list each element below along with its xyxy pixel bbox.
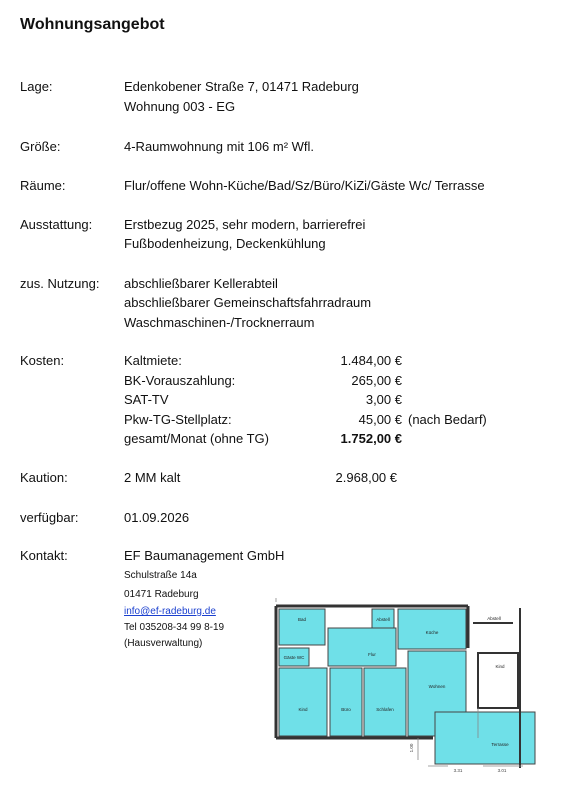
nutzung-item: abschließbarer Gemeinschaftsfahrradraum [124,295,372,310]
kontakt-note: (Hausverwaltung) [124,638,203,649]
room-bad [279,609,325,645]
dimension-label: 1.00 [409,743,414,753]
dimension-label: 3.31 [453,768,463,773]
room-label: Büro [341,707,351,712]
nutzung-item: Waschmaschinen-/Trocknerraum [124,315,315,330]
kosten-total-name: gesamt/Monat (ohne TG) [124,431,269,446]
room-label: Schlafen [376,707,394,712]
room-label: Wohnen [428,684,446,689]
room-label: Küche [425,630,439,635]
lage-unit: Wohnung 003 - EG [124,99,236,114]
room-label: Kind [298,707,308,712]
nutzung-label: zus. Nutzung: [20,276,100,291]
raeume-label: Räume: [20,178,66,193]
kontakt-street: Schulstraße 14a [124,570,197,581]
room-kueche [398,609,466,649]
room-label: Abstell [376,617,390,622]
floor-plan-image [268,588,542,774]
kosten-row-amount: 1.484,00 € [340,353,402,368]
ausstattung-line1: Erstbezug 2025, sehr modern, barrierefrei [124,217,366,232]
kosten-row-name: BK-Vorauszahlung: [124,373,236,388]
room-schlafen [364,668,406,736]
room-kind [279,668,327,736]
room-label: Kind [495,664,505,669]
room-label: Flur [368,652,376,657]
kontakt-city: 01471 Radeburg [124,589,199,600]
kosten-total-amount: 1.752,00 € [340,431,402,446]
room-label: Abstell [487,616,501,621]
lage-label: Lage: [20,79,53,94]
kaution-label: Kaution: [20,470,68,485]
verfuegbar-value: 01.09.2026 [124,510,190,525]
kaution-value: 2 MM kalt [124,470,181,485]
kosten-row-name: SAT-TV [124,392,169,407]
groesse-label: Größe: [20,139,61,154]
ausstattung-line2: Fußbodenheizung, Deckenkühlung [124,236,326,251]
groesse-value: 4-Raumwohnung mit 106 m² Wfl. [124,139,315,154]
room-label: Bad [297,617,307,622]
page-title: Wohnungsangebot [20,16,165,33]
lage-address: Edenkobener Straße 7, 01471 Radeburg [124,79,359,94]
room-label: Gäste WC [283,655,305,660]
kaution-amount: 2.968,00 € [335,470,397,485]
ausstattung-label: Ausstattung: [20,217,93,232]
kosten-row-note: (nach Bedarf) [408,412,487,427]
room-flur [328,628,396,666]
nutzung-item: abschließbarer Kellerabteil [124,276,278,291]
kosten-row-amount: 265,00 € [351,373,402,388]
kosten-label: Kosten: [20,353,65,368]
dimension-label: 3.01 [497,768,507,773]
verfuegbar-label: verfügbar: [20,510,79,525]
kontakt-label: Kontakt: [20,548,68,563]
kontakt-company: EF Baumanagement GmbH [124,548,285,563]
kontakt-email-link[interactable]: info@ef-radeburg.de [124,606,216,617]
kosten-row-name: Pkw-TG-Stellplatz: [124,412,232,427]
raeume-value: Flur/offene Wohn-Küche/Bad/Sz/Büro/KiZi/Gäste Wc/ Terrasse [124,178,485,193]
room-label: Terrasse [491,742,509,747]
kosten-row-amount: 45,00 € [358,412,402,427]
kosten-row-amount: 3,00 € [365,392,402,407]
room-buero [330,668,362,736]
kontakt-phone: Tel 035208-34 99 8-19 [124,622,225,633]
kosten-row-name: Kaltmiete: [124,353,182,368]
